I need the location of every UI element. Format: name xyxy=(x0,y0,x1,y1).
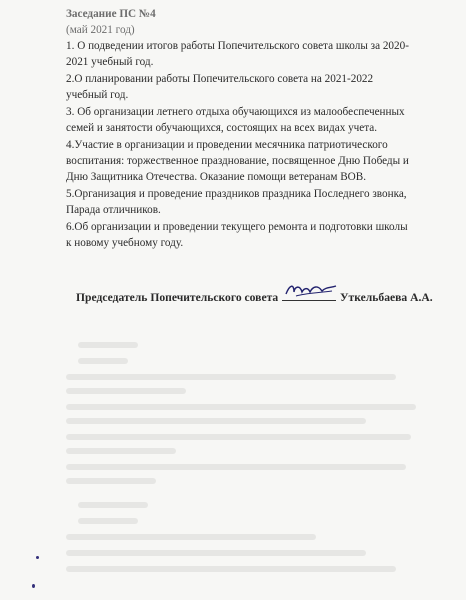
agenda-item-3 xyxy=(66,104,442,136)
agenda-item-6 xyxy=(66,219,442,251)
agenda-item-line: 4.Участие в организации и проведении месячника патриотического xyxy=(66,139,388,151)
agenda-item-line: Дню Защитника Отечества. Оказание помощи ветеранам ВОВ. xyxy=(66,171,367,183)
agenda-item-line: семей и занятости обучающихся, состоящих на всех видах учета. xyxy=(66,122,378,134)
chairman-name: Уткельбаева А.А. xyxy=(340,291,433,304)
agenda-item-line: 5.Организация и проведение праздников праздника Последнего звонка, xyxy=(66,188,407,200)
meeting-agenda xyxy=(66,6,442,251)
signature-line xyxy=(282,290,336,301)
ink-dot xyxy=(36,556,39,559)
agenda-item-2 xyxy=(66,71,442,103)
agenda-item-line: 3. Об организации летнего отдыха обучающихся из малообеспеченных xyxy=(66,106,405,118)
agenda-item-line: 2021 учебный год. xyxy=(66,56,154,68)
agenda-item-1 xyxy=(66,38,442,70)
agenda-item-line: воспитания: торжественное празднование, посвященное Дню Победы и xyxy=(66,155,409,167)
agenda-item-line: 6.Об организации и проведении текущего ремонта и подготовки школы xyxy=(66,221,408,233)
handwritten-signature xyxy=(282,280,338,300)
agenda-item-5 xyxy=(66,186,442,218)
signature-block xyxy=(76,290,433,304)
agenda-item-line: Парада отличников. xyxy=(66,204,161,216)
ink-dot xyxy=(32,584,35,588)
agenda-item-line: к новому учебному году. xyxy=(66,237,184,249)
meeting-date: (май 2021 год) xyxy=(66,24,135,36)
bleed-through-text xyxy=(66,330,436,590)
chairman-role: Председатель Попечительского совета xyxy=(76,291,279,304)
agenda-item-line: учебный год. xyxy=(66,89,129,101)
agenda-item-line: 1. О подведении итогов работы Попечительского совета школы за 2020- xyxy=(66,40,409,52)
agenda-item-line: 2.О планировании работы Попечительского совета на 2021-2022 xyxy=(66,73,374,85)
meeting-title: Заседание ПС №4 xyxy=(66,8,156,20)
agenda-item-4 xyxy=(66,137,442,185)
